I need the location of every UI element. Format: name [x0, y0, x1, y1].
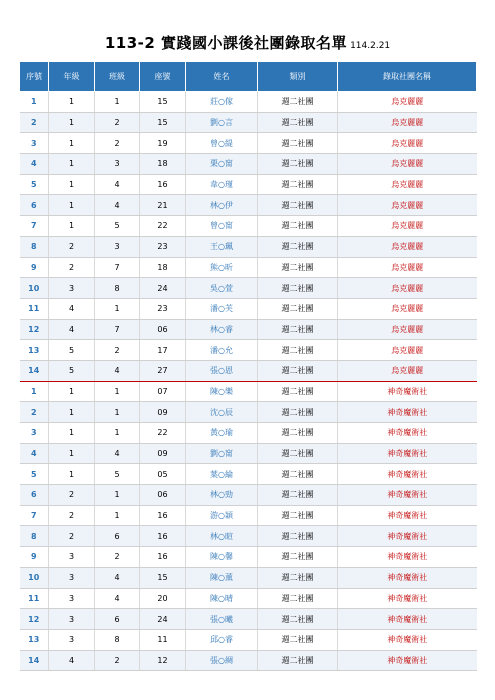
cell-class: 6 — [95, 609, 140, 630]
cell-name: 沈○辰 — [186, 402, 258, 423]
cell-club: 烏克麗麗 — [338, 278, 477, 299]
cell-name: 莊○傢 — [186, 92, 258, 113]
cell-seat: 17 — [140, 340, 186, 361]
cell-class: 5 — [95, 216, 140, 237]
cell-class: 1 — [95, 402, 140, 423]
cell-class: 4 — [95, 195, 140, 216]
cell-name: 張○曦 — [186, 609, 258, 630]
cell-index: 8 — [20, 236, 49, 257]
table-row — [20, 485, 477, 506]
cell-name: 林○暄 — [186, 526, 258, 547]
cell-name: 陳○樂 — [186, 381, 258, 402]
cell-club: 神奇魔術社 — [338, 650, 477, 671]
cell-name: 王○珮 — [186, 236, 258, 257]
table-row — [20, 505, 477, 526]
cell-index: 5 — [20, 174, 49, 195]
table-row — [20, 526, 477, 547]
cell-name: 曾○緹 — [186, 133, 258, 154]
cell-seat: 06 — [140, 485, 186, 506]
cell-index: 7 — [20, 216, 49, 237]
cell-club: 烏克麗麗 — [338, 195, 477, 216]
cell-class: 3 — [95, 154, 140, 175]
table-row — [20, 443, 477, 464]
cell-name: 吳○萱 — [186, 278, 258, 299]
cell-club: 烏克麗麗 — [338, 236, 477, 257]
cell-name: 陳○馨 — [186, 547, 258, 568]
cell-grade: 4 — [49, 298, 95, 319]
cell-grade: 3 — [49, 567, 95, 588]
header-class: 班級 — [95, 62, 140, 92]
cell-grade: 3 — [49, 588, 95, 609]
cell-class: 1 — [95, 381, 140, 402]
cell-grade: 1 — [49, 216, 95, 237]
cell-name: 邱○睿 — [186, 629, 258, 650]
cell-seat: 16 — [140, 526, 186, 547]
cell-category: 週二社團 — [258, 319, 338, 340]
header-category: 類別 — [258, 62, 338, 92]
cell-name: 陳○薰 — [186, 567, 258, 588]
cell-class: 8 — [95, 278, 140, 299]
cell-seat: 23 — [140, 236, 186, 257]
cell-category: 週二社團 — [258, 567, 338, 588]
cell-category: 週二社團 — [258, 423, 338, 444]
cell-class: 7 — [95, 257, 140, 278]
cell-name: 張○恩 — [186, 360, 258, 381]
cell-club: 烏克麗麗 — [338, 133, 477, 154]
cell-club: 神奇魔術社 — [338, 588, 477, 609]
table-row — [20, 423, 477, 444]
cell-club: 神奇魔術社 — [338, 443, 477, 464]
cell-category: 週二社團 — [258, 381, 338, 402]
cell-name: 林○勁 — [186, 485, 258, 506]
table-row — [20, 402, 477, 423]
cell-seat: 22 — [140, 423, 186, 444]
cell-club: 烏克麗麗 — [338, 154, 477, 175]
cell-seat: 16 — [140, 505, 186, 526]
roster-table — [19, 61, 477, 671]
table-row — [20, 381, 477, 402]
table-row — [20, 319, 477, 340]
cell-category: 週二社團 — [258, 526, 338, 547]
cell-index: 9 — [20, 257, 49, 278]
cell-class: 1 — [95, 423, 140, 444]
table-row — [20, 360, 477, 381]
cell-grade: 1 — [49, 423, 95, 444]
cell-seat: 24 — [140, 278, 186, 299]
cell-class: 7 — [95, 319, 140, 340]
cell-index: 2 — [20, 112, 49, 133]
cell-class: 1 — [95, 485, 140, 506]
cell-grade: 1 — [49, 443, 95, 464]
cell-index: 1 — [20, 381, 49, 402]
cell-index: 4 — [20, 443, 49, 464]
page-title — [0, 33, 495, 56]
cell-club: 烏克麗麗 — [338, 92, 477, 113]
cell-grade: 1 — [49, 112, 95, 133]
cell-name: 游○穎 — [186, 505, 258, 526]
table-row — [20, 257, 477, 278]
cell-category: 週二社團 — [258, 92, 338, 113]
table-row — [20, 609, 477, 630]
cell-club: 神奇魔術社 — [338, 402, 477, 423]
cell-seat: 18 — [140, 257, 186, 278]
cell-index: 7 — [20, 505, 49, 526]
cell-index: 3 — [20, 133, 49, 154]
cell-club: 烏克麗麗 — [338, 216, 477, 237]
cell-grade: 5 — [49, 360, 95, 381]
table-row — [20, 629, 477, 650]
cell-class: 1 — [95, 92, 140, 113]
cell-index: 13 — [20, 629, 49, 650]
cell-class: 4 — [95, 588, 140, 609]
cell-class: 5 — [95, 464, 140, 485]
cell-name: 韋○瑾 — [186, 174, 258, 195]
cell-index: 10 — [20, 567, 49, 588]
cell-category: 週二社團 — [258, 485, 338, 506]
cell-grade: 2 — [49, 485, 95, 506]
cell-class: 4 — [95, 567, 140, 588]
cell-index: 2 — [20, 402, 49, 423]
cell-seat: 16 — [140, 547, 186, 568]
table-row — [20, 650, 477, 671]
cell-seat: 21 — [140, 195, 186, 216]
cell-grade: 1 — [49, 381, 95, 402]
cell-category: 週二社團 — [258, 195, 338, 216]
cell-grade: 1 — [49, 174, 95, 195]
cell-seat: 11 — [140, 629, 186, 650]
cell-index: 5 — [20, 464, 49, 485]
cell-name: 曾○甯 — [186, 216, 258, 237]
cell-name: 潘○允 — [186, 340, 258, 361]
cell-grade: 4 — [49, 319, 95, 340]
cell-seat: 15 — [140, 567, 186, 588]
cell-grade: 5 — [49, 340, 95, 361]
cell-class: 2 — [95, 133, 140, 154]
cell-grade: 3 — [49, 547, 95, 568]
cell-category: 週二社團 — [258, 340, 338, 361]
cell-class: 2 — [95, 547, 140, 568]
table-row — [20, 236, 477, 257]
table-row — [20, 174, 477, 195]
cell-grade: 3 — [49, 278, 95, 299]
cell-name: 潘○芙 — [186, 298, 258, 319]
cell-class: 6 — [95, 526, 140, 547]
cell-seat: 15 — [140, 92, 186, 113]
cell-category: 週二社團 — [258, 216, 338, 237]
table-row — [20, 154, 477, 175]
cell-seat: 07 — [140, 381, 186, 402]
cell-index: 1 — [20, 92, 49, 113]
cell-category: 週二社團 — [258, 629, 338, 650]
cell-category: 週二社團 — [258, 298, 338, 319]
header-index: 序號 — [20, 62, 49, 92]
cell-category: 週二社團 — [258, 443, 338, 464]
cell-grade: 3 — [49, 609, 95, 630]
table-row — [20, 588, 477, 609]
cell-grade: 1 — [49, 464, 95, 485]
cell-category: 週二社團 — [258, 609, 338, 630]
cell-name: 張○綢 — [186, 650, 258, 671]
cell-index: 11 — [20, 588, 49, 609]
cell-class: 2 — [95, 650, 140, 671]
header-seat: 座號 — [140, 62, 186, 92]
cell-grade: 4 — [49, 650, 95, 671]
cell-category: 週二社團 — [258, 547, 338, 568]
cell-club: 神奇魔術社 — [338, 629, 477, 650]
cell-club: 烏克麗麗 — [338, 319, 477, 340]
cell-name: 陳○晴 — [186, 588, 258, 609]
cell-index: 6 — [20, 195, 49, 216]
header-name: 姓名 — [186, 62, 258, 92]
cell-name: 熊○昕 — [186, 257, 258, 278]
table-row — [20, 547, 477, 568]
cell-category: 週二社團 — [258, 174, 338, 195]
cell-seat: 20 — [140, 588, 186, 609]
cell-grade: 1 — [49, 195, 95, 216]
cell-class: 1 — [95, 505, 140, 526]
cell-index: 8 — [20, 526, 49, 547]
cell-index: 10 — [20, 278, 49, 299]
cell-seat: 12 — [140, 650, 186, 671]
cell-club: 神奇魔術社 — [338, 505, 477, 526]
cell-grade: 2 — [49, 236, 95, 257]
table-row — [20, 278, 477, 299]
cell-seat: 16 — [140, 174, 186, 195]
cell-club: 神奇魔術社 — [338, 381, 477, 402]
cell-grade: 3 — [49, 629, 95, 650]
cell-seat: 09 — [140, 443, 186, 464]
cell-index: 14 — [20, 360, 49, 381]
cell-seat: 24 — [140, 609, 186, 630]
cell-class: 4 — [95, 360, 140, 381]
cell-index: 14 — [20, 650, 49, 671]
cell-class: 4 — [95, 174, 140, 195]
cell-club: 烏克麗麗 — [338, 112, 477, 133]
cell-name: 葉○綸 — [186, 464, 258, 485]
cell-category: 週二社團 — [258, 257, 338, 278]
roster-body — [20, 92, 477, 671]
cell-category: 週二社團 — [258, 464, 338, 485]
table-row — [20, 195, 477, 216]
table-row — [20, 464, 477, 485]
cell-class: 8 — [95, 629, 140, 650]
cell-category: 週二社團 — [258, 650, 338, 671]
cell-index: 11 — [20, 298, 49, 319]
table-row — [20, 216, 477, 237]
cell-class: 4 — [95, 443, 140, 464]
cell-category: 週二社團 — [258, 505, 338, 526]
cell-category: 週二社團 — [258, 360, 338, 381]
header-grade: 年級 — [49, 62, 95, 92]
cell-seat: 05 — [140, 464, 186, 485]
cell-seat: 27 — [140, 360, 186, 381]
title-text: 113-2 實踐國小課後社團錄取名單 — [104, 34, 348, 52]
cell-grade: 2 — [49, 526, 95, 547]
cell-name: 劉○甯 — [186, 443, 258, 464]
cell-seat: 09 — [140, 402, 186, 423]
cell-grade: 1 — [49, 402, 95, 423]
table-row — [20, 133, 477, 154]
cell-category: 週二社團 — [258, 154, 338, 175]
cell-index: 4 — [20, 154, 49, 175]
cell-club: 神奇魔術社 — [338, 547, 477, 568]
cell-club: 烏克麗麗 — [338, 174, 477, 195]
cell-club: 神奇魔術社 — [338, 609, 477, 630]
cell-seat: 19 — [140, 133, 186, 154]
cell-name: 栗○甯 — [186, 154, 258, 175]
cell-index: 9 — [20, 547, 49, 568]
cell-club: 神奇魔術社 — [338, 464, 477, 485]
table-row — [20, 567, 477, 588]
cell-club: 烏克麗麗 — [338, 340, 477, 361]
cell-name: 劉○言 — [186, 112, 258, 133]
cell-class: 1 — [95, 298, 140, 319]
cell-category: 週二社團 — [258, 112, 338, 133]
cell-seat: 23 — [140, 298, 186, 319]
cell-club: 神奇魔術社 — [338, 567, 477, 588]
cell-club: 神奇魔術社 — [338, 485, 477, 506]
cell-grade: 2 — [49, 257, 95, 278]
cell-index: 13 — [20, 340, 49, 361]
cell-category: 週二社團 — [258, 588, 338, 609]
cell-index: 12 — [20, 609, 49, 630]
cell-seat: 06 — [140, 319, 186, 340]
cell-grade: 2 — [49, 505, 95, 526]
table-row — [20, 112, 477, 133]
cell-club: 神奇魔術社 — [338, 423, 477, 444]
cell-grade: 1 — [49, 133, 95, 154]
cell-seat: 22 — [140, 216, 186, 237]
cell-name: 林○伊 — [186, 195, 258, 216]
cell-name: 林○睿 — [186, 319, 258, 340]
cell-category: 週二社團 — [258, 236, 338, 257]
cell-club: 烏克麗麗 — [338, 298, 477, 319]
cell-index: 3 — [20, 423, 49, 444]
table-row — [20, 340, 477, 361]
cell-club: 烏克麗麗 — [338, 360, 477, 381]
cell-class: 3 — [95, 236, 140, 257]
cell-index: 12 — [20, 319, 49, 340]
cell-class: 2 — [95, 340, 140, 361]
cell-club: 神奇魔術社 — [338, 526, 477, 547]
cell-name: 黃○瑜 — [186, 423, 258, 444]
cell-class: 2 — [95, 112, 140, 133]
table-row — [20, 298, 477, 319]
cell-category: 週二社團 — [258, 278, 338, 299]
cell-grade: 1 — [49, 92, 95, 113]
title-date: 114.2.21 — [350, 41, 391, 51]
table-row — [20, 92, 477, 113]
cell-club: 烏克麗麗 — [338, 257, 477, 278]
cell-seat: 15 — [140, 112, 186, 133]
header-club: 錄取社團名稱 — [338, 62, 477, 92]
cell-index: 6 — [20, 485, 49, 506]
cell-seat: 18 — [140, 154, 186, 175]
table-header-row — [20, 62, 477, 92]
cell-category: 週二社團 — [258, 402, 338, 423]
cell-grade: 1 — [49, 154, 95, 175]
cell-category: 週二社團 — [258, 133, 338, 154]
